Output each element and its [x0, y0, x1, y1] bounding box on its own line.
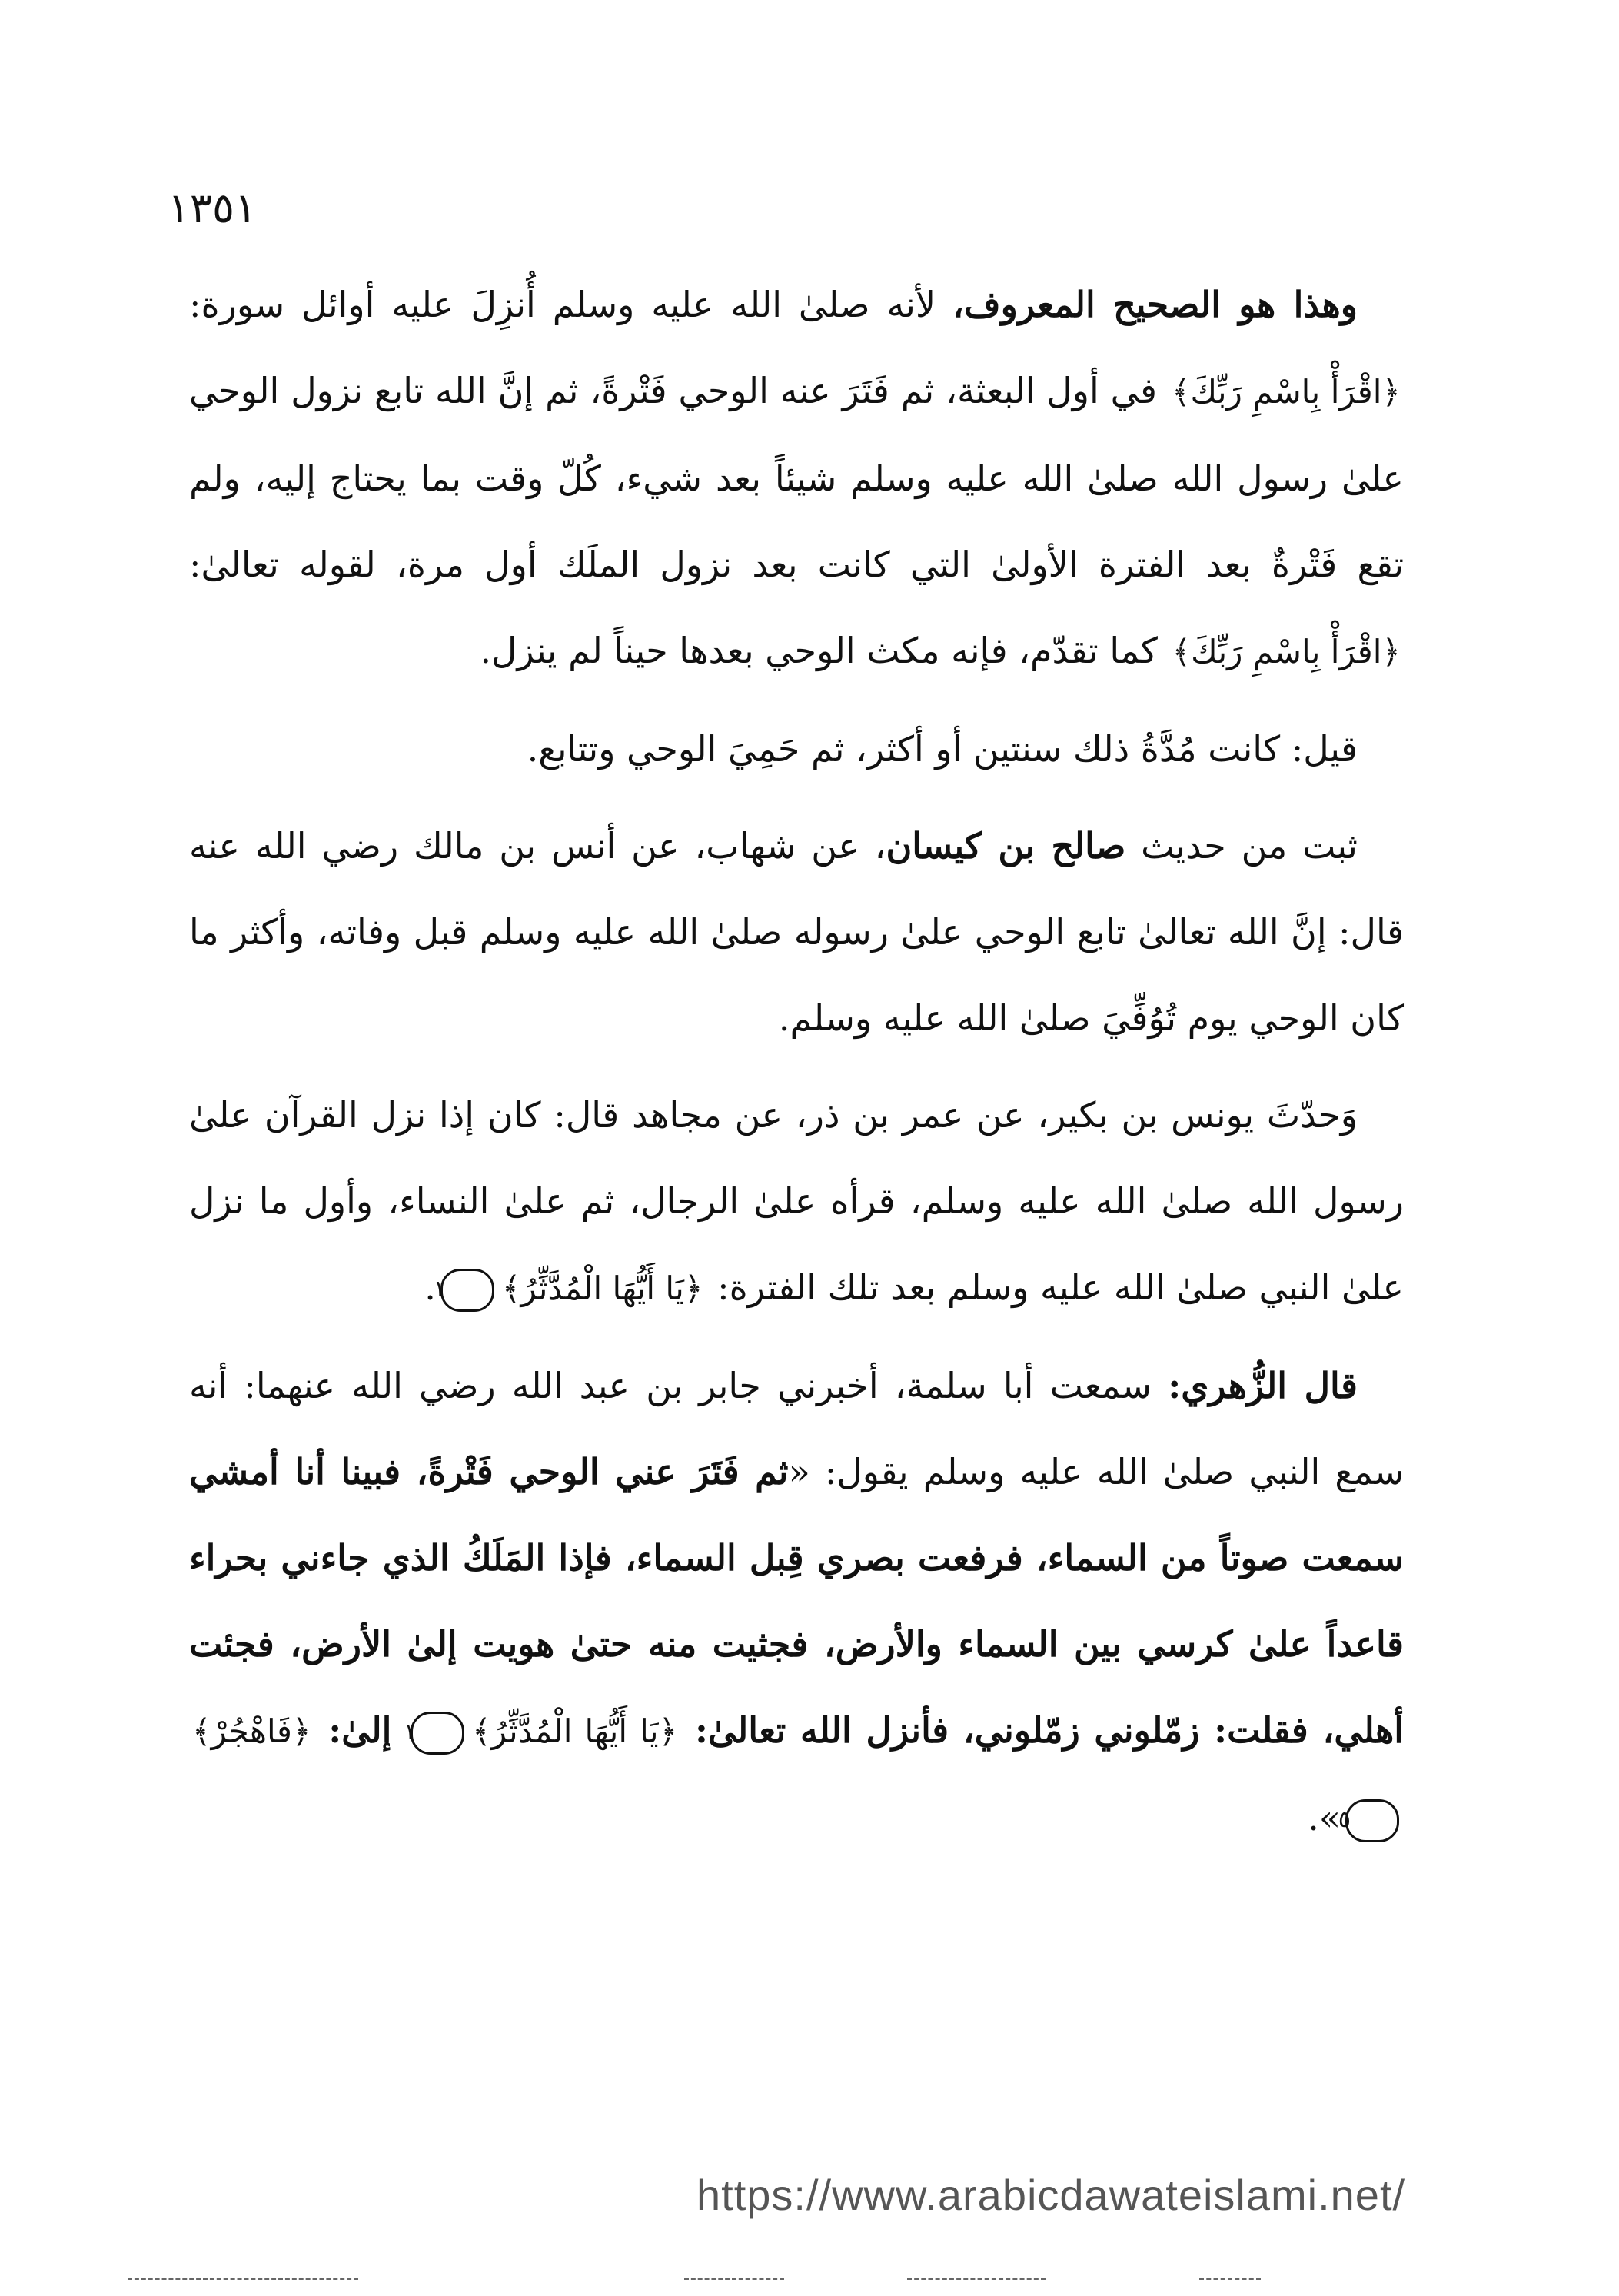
text-run: سمعت أبا سلمة، أخبرني جابر بن عبد الله رضي الله عنهما: أنه سمع النبي صلىٰ الله عليه وسلم يقول: «	[189, 1365, 1404, 1492]
quran-verse: ﴿اقْرَأْ بِاسْمِ رَبِّكَ﴾	[1172, 633, 1401, 670]
footer-divider	[1199, 2278, 1261, 2280]
bold-text-run: ثم فَتَرَ عني الوحي فَتْرةً، فبينا أنا أمشي سمعت صوتاً من السماء، فرفعت بصري قِبل السماء، فإذا المَلَكُ الذي جاءني بحراء قاعداً علىٰ كرسي بين السماء والأرض، فجثيت منه حتىٰ هويت إلىٰ الأرض، فجئت أهلي، فقلت: زمّلوني زمّلوني، فأنزل الله تعالىٰ:	[189, 1451, 1404, 1751]
text-run: لأنه صلىٰ الله عليه وسلم أُنزِلَ عليه أوائل سورة:	[189, 284, 953, 325]
bold-text-run: قال الزُّهري:	[1168, 1365, 1358, 1406]
paragraph	[189, 261, 1404, 695]
bold-text-run: إلىٰ:	[314, 1709, 407, 1751]
text-run: وَحدّثَ يونس بن بكير، عن عمر بن ذر، عن مجاهد قال: كان إذا نزل القرآن علىٰ رسول الله صلىٰ الله عليه وسلم، قرأه علىٰ الرجال، ثم علىٰ النساء، وأول ما نزل علىٰ النبي صلىٰ الله عليه وسلم بعد تلك الفترة:	[189, 1094, 1404, 1308]
page-number: ١٣٥١	[168, 184, 258, 232]
footer-url-link[interactable]: https://www.arabicdawateislami.net/	[696, 2171, 1406, 2219]
bold-text-run: وهذا هو الصحيح المعروف،	[952, 284, 1358, 325]
body-text	[189, 261, 1404, 1872]
quran-verse: ﴿فَاهْجُرْ﴾	[192, 1712, 311, 1750]
bold-text-run: صالح بن كيسان	[886, 825, 1126, 867]
text-run: كما تقدّم، فإنه مكث الوحي بعدها حيناً لم ينزل.	[480, 630, 1169, 671]
paragraph	[189, 1343, 1404, 1861]
quran-verse: ﴿اقْرَأْ بِاسْمِ رَبِّكَ﴾	[1171, 373, 1401, 411]
text-run: ثبت من حديث	[1125, 825, 1358, 867]
footer-divider	[907, 2278, 1046, 2280]
ayah-number-marker: ١	[411, 1712, 464, 1755]
footer-divider	[684, 2278, 784, 2280]
quran-verse: ﴿يَا أَيُّهَا الْمُدَّثِّرُ﴾	[472, 1712, 678, 1750]
paragraph	[189, 1072, 1404, 1332]
paragraph	[189, 803, 1404, 1061]
text-run: قيل: كانت مُدَّةُ ذلك سنتين أو أكثر، ثم حَمِيَ الوحي وتتابع.	[527, 728, 1358, 770]
text-run: في أول البعثة، ثم فَتَرَ عنه الوحي فَتْرةً، ثم إنَّ الله تابع نزول الوحي علىٰ رسول الله صلىٰ الله عليه وسلم شيئاً بعد شيء، كُلّ وقت بما يحتاج إليه، ولم تقع فَتْرةٌ بعد الفترة الأولىٰ التي كانت بعد نزول الملَك أول مرة، لقوله تعالىٰ:	[189, 370, 1404, 585]
ayah-number-marker: ١	[440, 1269, 494, 1312]
text-run: ، عن شهاب، عن أنس بن مالك رضي الله عنه قال: إنَّ الله تعالىٰ تابع الوحي علىٰ رسوله صلىٰ الله عليه وسلم قبل وفاته، وأكثر ما كان الوحي يوم تُوُفِّيَ صلىٰ الله عليه وسلم.	[189, 825, 1404, 1039]
text-run: ».	[1308, 1797, 1341, 1838]
ayah-number-marker: ٥	[1345, 1799, 1399, 1842]
text-run: .	[424, 1266, 436, 1308]
quran-verse: ﴿يَا أَيُّهَا الْمُدَّثِّرُ﴾	[501, 1269, 703, 1307]
footer-divider	[128, 2278, 358, 2280]
paragraph	[189, 706, 1404, 792]
